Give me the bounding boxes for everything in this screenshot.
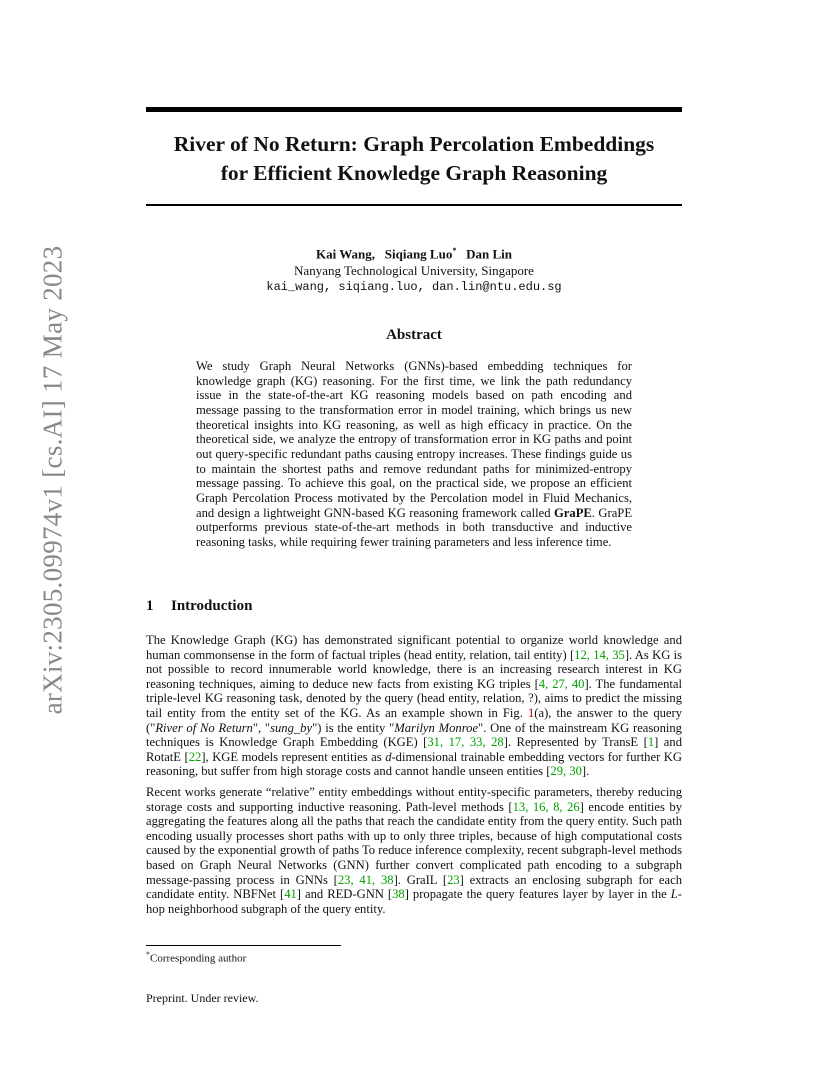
intro-text: ].	[581, 764, 590, 779]
author-names	[146, 242, 682, 262]
citation-link[interactable]: 4, 27, 40	[538, 676, 585, 691]
citation-link[interactable]: 29, 30	[550, 764, 582, 779]
intro-text: ] propagate the query features layer by layer in the	[404, 887, 671, 902]
intro-text: ] encode entities by aggregating the features along all the paths that reach the candidate entity from the query entity. Such path encoding usually processes short paths with up to only three triples, because of high computational costs caused by the exponential growth of paths To reduce inference complexity, recent subgraph-level methods based on Graph Neural Networks (GNN) further convert complicated path encoding to a subgraph message-passing process in GNNs [	[146, 799, 683, 887]
intro-text: ] and RotatE [	[146, 735, 682, 764]
abstract-heading: Abstract	[386, 327, 442, 343]
title-line-2: for Efficient Knowledge Graph Reasoning	[220, 161, 608, 185]
preprint-notice: Preprint. Under review.	[146, 991, 259, 1005]
citation-link[interactable]: 12, 14, 35	[574, 647, 625, 662]
intro-text: ], KGE models represent entities as	[201, 749, 386, 764]
figure-reference-link[interactable]: 1	[528, 705, 535, 720]
abstract-text-part-2: . GraPE outperforms previous state-of-the-art methods in both transductive and inductive reasoning tasks, while requiring fewer training parameters and less inference time.	[196, 505, 633, 549]
math-variable: L	[670, 887, 678, 902]
citation-link[interactable]: 22	[188, 749, 202, 764]
section-title: Introduction	[171, 598, 253, 614]
intro-text: ]. GraIL [	[393, 872, 448, 887]
arxiv-identifier: arXiv:2305.09974v1 [cs.AI] 17 May 2023	[37, 245, 68, 715]
intro-text: Recent works generate “relative” entity embeddings without entity-specific parameters, thereby reducing storage costs and supporting inductive reasoning. Path-level methods [	[146, 784, 682, 814]
title-rule-top	[146, 107, 682, 112]
citation-link[interactable]: 1	[647, 735, 655, 750]
citation-link[interactable]: 38	[392, 887, 405, 902]
citation-link[interactable]: 31, 17, 33, 28	[427, 735, 504, 750]
abstract-text	[196, 359, 632, 550]
citation-link[interactable]: 13, 16, 8, 26	[512, 799, 580, 814]
intro-text: ]. As KG is not possible to record innumerable world knowledge, there is an increasing research interest in KG reasoning techniques, aiming to deduce new facts from existing KG triples [	[146, 647, 682, 691]
intro-text: -hop neighborhood subgraph of the query entity.	[146, 887, 682, 916]
intro-text: ] extracts an enclosing subgraph for each candidate entity. NBFNet [	[146, 872, 682, 902]
intro-paragraph-1	[146, 633, 682, 779]
paper-title	[146, 130, 682, 188]
intro-text: ]. The fundamental triple-level KG reasoning task, denoted by the query (head entity, relation, ?), aims to predict the missing tail entity from the entity set of the KG. As an example shown in Fig.	[146, 676, 683, 720]
introduction-body	[146, 633, 682, 922]
section-heading-introduction	[146, 598, 252, 615]
framework-name: GraPE	[554, 505, 592, 520]
footnote	[146, 950, 246, 965]
intro-text: ]. Represented by TransE [	[503, 735, 648, 750]
title-line-1: River of No Return: Graph Percolation Embeddings	[173, 132, 655, 156]
citation-link[interactable]: 41	[284, 887, 297, 902]
affiliation: Nanyang Technological University, Singapore	[294, 263, 534, 279]
math-variable: d	[385, 749, 392, 764]
intro-text: ". One of the mainstream KG reasoning techniques is Knowledge Graph Embedding (KGE) [	[146, 720, 682, 750]
intro-text: The Knowledge Graph (KG) has demonstrated significant potential to organize world knowledge and human commonsense in the form of factual triples (head entity, relation, tail entity) [	[146, 633, 682, 662]
intro-text: (a), the answer to the query ("	[146, 705, 682, 735]
citation-link[interactable]: 23	[447, 872, 460, 887]
author-2: Siqiang Luo	[384, 246, 453, 262]
title-rule-bottom	[146, 204, 682, 206]
author-block	[146, 242, 682, 296]
footnote-mark: *	[146, 950, 150, 959]
intro-text: ] and RED-GNN [	[296, 887, 393, 902]
citation-link[interactable]: 23, 41, 38	[337, 872, 394, 887]
abstract-text-part-1: We study Graph Neural Networks (GNNs)-based embedding techniques for knowledge graph (KG) reasoning. For the first time, we link the path redundancy issue in the state-of-the-art KG reasoning models based on path encoding and message passing to the transformation error in model training, which brings us new theoretical insights into KG reasoning, as well as high efficacy in practice. On the theoretical side, we analyze the entropy of transformation error in KG paths and point out query-specific redundant paths causing entropy increases. These findings guide us to maintain the shortest paths and remove redundant paths for minimized-entropy message passing. To achieve this goal, on the practical side, we propose an efficient Graph Percolation Process motivated by the Percolation model in Fluid Mechanics, and design a lightweight GNN-based KG reasoning framework called	[196, 359, 632, 520]
author-3: Dan Lin	[466, 246, 512, 262]
intro-text: -dimensional trainable embedding vectors for further KG reasoning, but suffer from high storage costs and cannot handle unseen entities [	[146, 749, 682, 779]
intro-text: ", "	[252, 720, 271, 735]
query-relation: sung_by	[270, 720, 313, 735]
footnote-rule	[146, 945, 341, 946]
section-number: 1	[146, 598, 154, 614]
author-1: Kai Wang,	[316, 246, 376, 262]
corresponding-author-mark: *	[452, 246, 457, 255]
intro-text: ") is the entity "	[312, 720, 395, 735]
footnote-text: Corresponding author	[150, 952, 247, 965]
answer-entity: Marilyn Monroe	[394, 720, 479, 735]
query-entity: River of No Return	[155, 720, 253, 735]
author-emails: kai_wang, siqiang.luo, dan.lin@ntu.edu.sg	[266, 280, 562, 295]
intro-paragraph-2	[146, 785, 682, 916]
